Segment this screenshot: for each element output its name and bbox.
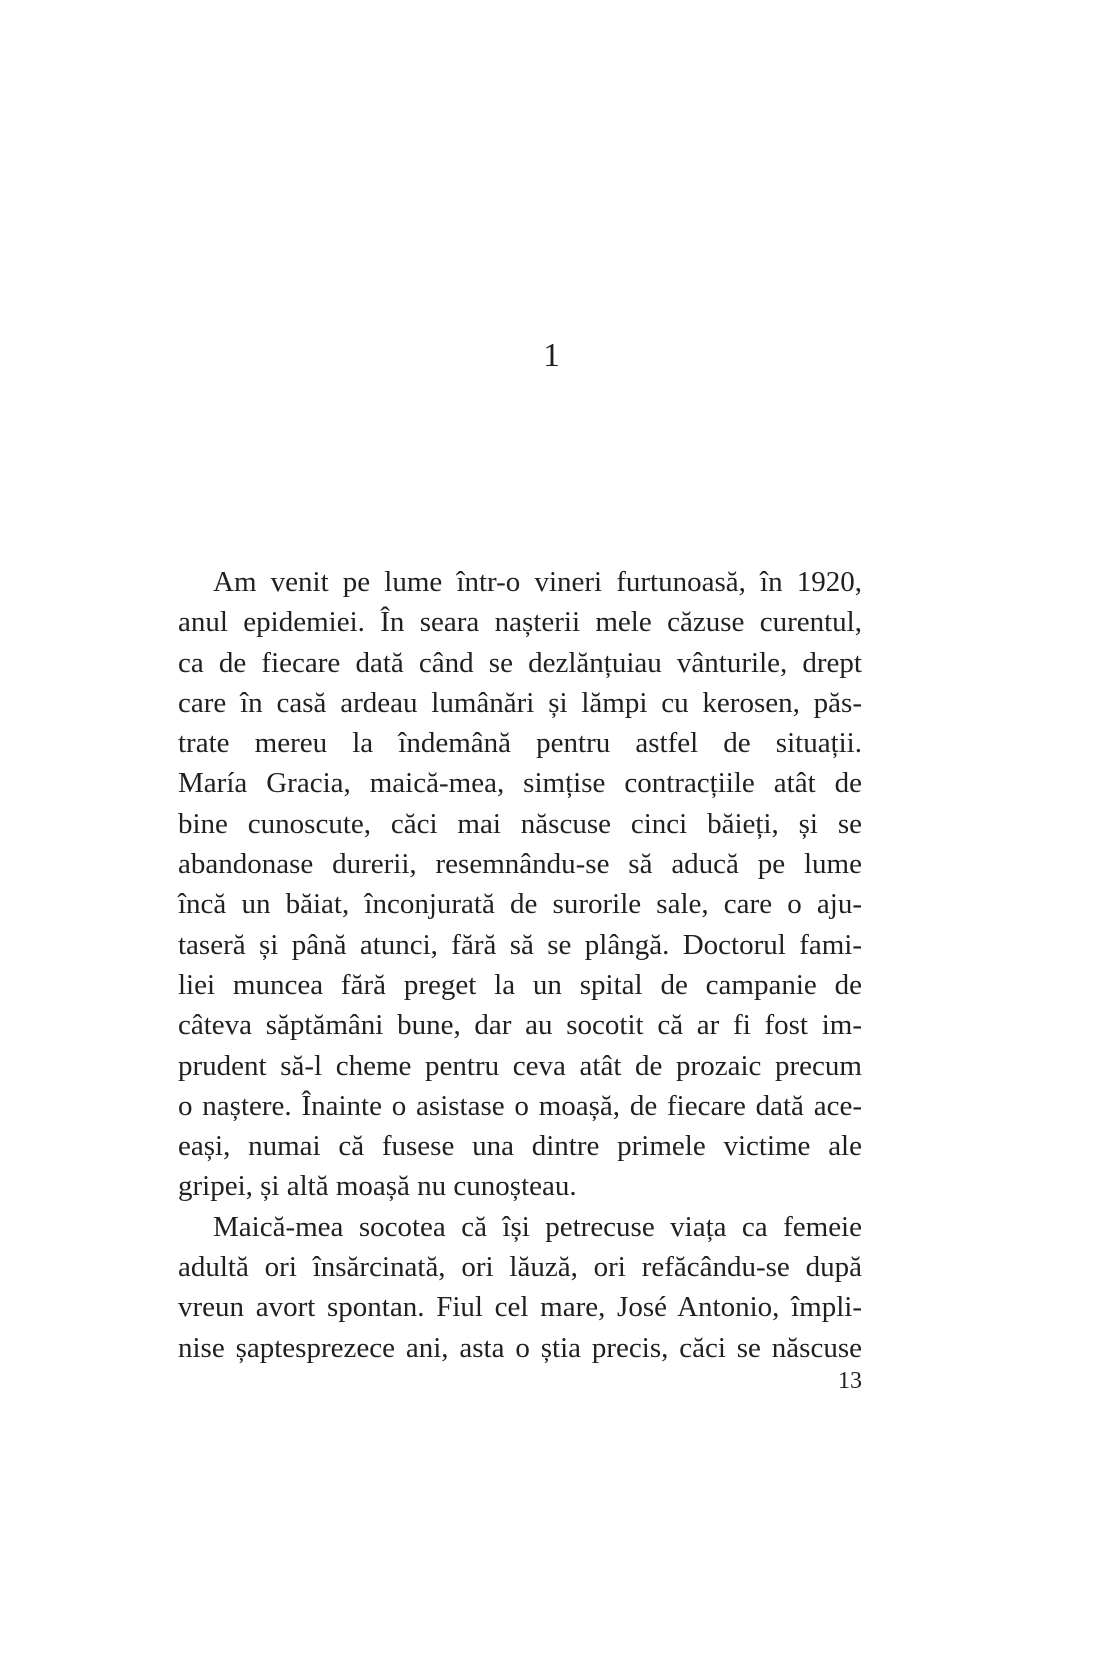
text-line: Maică-mea socotea că își petrecuse viața ca femeie: [213, 1210, 862, 1243]
chapter-body: [178, 562, 862, 1368]
text-line: liei muncea fără preget la un spital de campanie de: [178, 968, 862, 1001]
paragraph: [178, 1207, 862, 1368]
text-line: o naștere. Înainte o asistase o moașă, de fiecare dată ace-: [178, 1089, 862, 1122]
text-line: nise șaptesprezece ani, asta o știa precis, căci se născuse: [178, 1331, 862, 1364]
text-line: prudent să-l cheme pentru ceva atât de prozaic precum: [178, 1049, 862, 1082]
text-line: trate mereu la îndemână pentru astfel de situații.: [178, 727, 862, 760]
text-line: bine cunoscute, căci mai născuse cinci băieți, și se: [178, 807, 862, 840]
chapter-number: 1: [543, 337, 560, 374]
text-line: câteva săptămâni bune, dar au socotit că ar fi fost im-: [178, 1009, 862, 1042]
text-line: vreun avort spontan. Fiul cel mare, José Antonio, împli-: [178, 1291, 862, 1324]
text-line: încă un băiat, înconjurată de surorile sale, care o aju-: [178, 888, 862, 921]
text-line: Am venit pe lume într-o vineri furtunoasă, în 1920,: [213, 566, 862, 598]
page-number: 13: [838, 1368, 862, 1394]
text-line: gripei, și altă moașă nu cunoșteau.: [178, 1170, 577, 1203]
text-line: ca de fiecare dată când se dezlănțuiau vânturile, drept: [178, 646, 862, 679]
text-line: care în casă ardeau lumânări și lămpi cu kerosen, păs-: [178, 686, 862, 719]
text-line: adultă ori însărcinată, ori lăuză, ori refăcându-se după: [178, 1251, 862, 1284]
text-line: eași, numai că fusese una dintre primele victime ale: [178, 1130, 862, 1163]
text-line: abandonase durerii, resemnându-se să aducă pe lume: [178, 848, 862, 881]
text-line: anul epidemiei. În seara nașterii mele căzuse curentul,: [178, 606, 862, 639]
paragraph: [178, 562, 862, 1207]
text-line: taseră și până atunci, fără să se plângă. Doctorul fami-: [178, 928, 862, 961]
text-line: María Gracia, maică-mea, simțise contracțiile atât de: [178, 767, 862, 800]
